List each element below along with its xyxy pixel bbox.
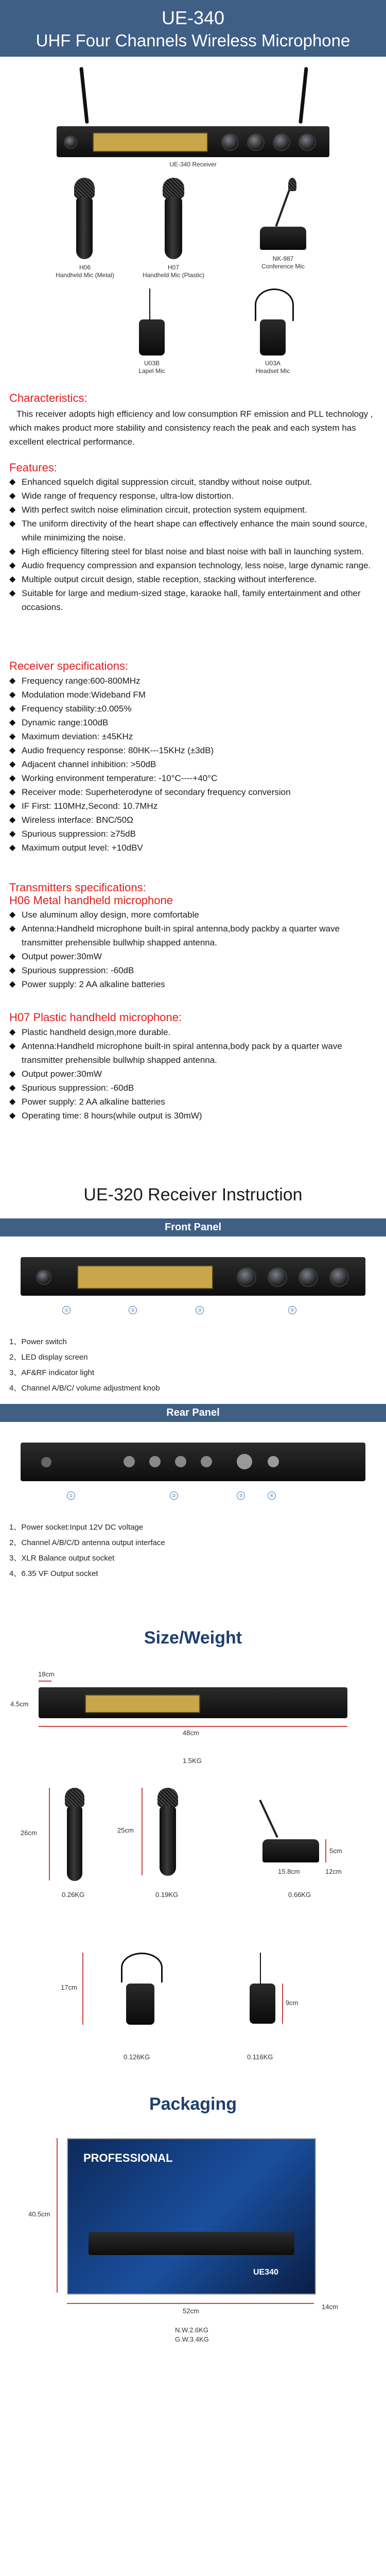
size-mic1-image — [67, 1806, 82, 1881]
volume-knob-a — [221, 133, 239, 151]
characteristics-body: This receiver adopts high efficiency and low consumption RF emission and PLL technology , which makes product more stability and consistency reach the peak and each system has excellent electrical performance. — [9, 409, 373, 447]
transmitter-specs-title: Transmitters specifications: — [9, 881, 146, 894]
spec-item: ◆ Output power:30mW — [9, 1067, 377, 1081]
conference-mic-base — [260, 227, 306, 250]
h06-label: H06 — [79, 264, 91, 271]
front-panel-header — [0, 1218, 386, 1236]
h07-label: H07 — [167, 264, 179, 271]
feature-item: ◆ Wide range of frequency response, ultra-low distortion. — [9, 489, 377, 503]
h07-spec-title: H07 Plastic handheld microphone: — [9, 1011, 182, 1024]
lapel-label: U03B — [144, 360, 160, 367]
receiver-image — [57, 126, 329, 157]
feature-item: ◆ Enhanced squelch digital suppression circuit, standby without noise output. — [9, 475, 377, 489]
size-title: Size/Weight — [144, 1628, 242, 1648]
box-brand: PROFESSIONAL — [83, 2151, 173, 2164]
power-switch — [36, 1269, 51, 1285]
size-headset-pack — [126, 1984, 154, 2025]
power-knob — [64, 135, 77, 149]
h07-desc: Handheld Mic (Plastic) — [142, 272, 205, 279]
conference-desc: Conference Mic — [261, 263, 305, 270]
model-title: UE-340 — [161, 7, 225, 28]
channel-knob — [329, 1267, 349, 1287]
spec-item: ◆ Spurious suppression: -60dB — [9, 963, 377, 977]
channel-knob — [268, 1267, 287, 1287]
spec-item: ◆ Power supply: 2 AA alkaline batteries — [9, 1095, 377, 1109]
spec-item: ◆ Dynamic range:100dB — [9, 716, 377, 730]
front-item: 1、Power switch — [9, 1337, 67, 1346]
spec-item: ◆ Use aluminum alloy design, more comfortable — [9, 908, 377, 922]
feature-item: ◆ The uniform directivity of the heart shape can effectively enhance the main sound source, while minimizing the noise. — [9, 517, 377, 545]
box-model: UE340 — [253, 2268, 278, 2277]
lapel-bodypack-image — [139, 319, 165, 355]
rear-marker-1: ① — [67, 1492, 75, 1500]
lapel-cable — [149, 289, 150, 319]
box-gross-weight: G.W.3.4KG — [175, 2335, 209, 2343]
rear-item: 3、XLR Balance output socket — [9, 1554, 115, 1563]
spec-item: ◆ Plastic handheld design,more durable. — [9, 1025, 377, 1039]
front-item: 2、LED display screen — [9, 1353, 88, 1362]
h06-spec-title: H06 Metal handheld microphone — [9, 894, 173, 907]
spec-item: ◆ Spurious suppression: ≥75dB — [9, 827, 377, 841]
h06-spec-list — [9, 908, 377, 991]
product-subtitle: UHF Four Channels Wireless Microphone — [36, 31, 350, 50]
spec-item: ◆ Output power:30mW — [9, 950, 377, 963]
box-receiver-image — [89, 2232, 294, 2255]
headset-length-line — [82, 1953, 83, 2025]
headset-band — [255, 289, 294, 321]
h07-mic-image — [165, 197, 182, 259]
size-mic2-image — [160, 1806, 176, 1876]
rear-item: 2、Channel A/B/C/D antenna output interface — [9, 1538, 165, 1547]
conference-mic-head — [288, 178, 296, 191]
marker-1: ① — [62, 1306, 71, 1314]
spec-item: ◆ Adjacent channel inhibition: >50dB — [9, 757, 377, 771]
h06-mic-head — [74, 178, 95, 198]
feature-item: ◆ High efficiency filtering steel for blast noise and blast noise with ball in launching system. — [9, 545, 377, 558]
lapel-weight: 0.116KG — [247, 2053, 273, 2061]
packaging-title: Packaging — [149, 2094, 237, 2114]
rack-height: 4.5cm — [10, 1700, 29, 1708]
spec-item: ◆ Audio frequency response: 80HK---15KHz (±3dB) — [9, 743, 377, 757]
front-panel-title: Front Panel — [164, 1222, 221, 1233]
front-item: 4、Channel A/B/C/ volume adjustment knob — [9, 1384, 160, 1393]
spec-item: ◆ Maximum deviation: ±45KHz — [9, 730, 377, 743]
box-width-line — [67, 2303, 314, 2304]
size-rack-screen — [85, 1694, 200, 1713]
headset-desc: Headset Mic — [255, 367, 290, 375]
spec-item: ◆ Maximum output level: +10dBV — [9, 841, 377, 855]
rack-width-line — [39, 1726, 347, 1727]
rack-depth-line — [39, 1681, 51, 1682]
rear-marker-2: ② — [170, 1492, 178, 1500]
antenna-left — [79, 67, 89, 124]
header-banner — [0, 0, 386, 57]
box-width: 52cm — [183, 2307, 199, 2315]
conference-mic-gooseneck — [275, 188, 291, 227]
spec-item: ◆ Spurious suppression: -60dB — [9, 1081, 377, 1095]
antenna-socket — [124, 1456, 135, 1467]
size-conf-base — [262, 1839, 319, 1862]
display-screen — [93, 132, 208, 152]
rear-marker-3: ③ — [237, 1492, 245, 1500]
rear-panel-image — [21, 1443, 365, 1481]
spec-item: ◆ Antenna:Handheld microphone built-in spiral antenna,body pack by a quarter wave transmitter prehensible bullwhip shapped antenna. — [9, 1039, 377, 1067]
volume-knob-b — [247, 133, 265, 151]
rear-item: 1、Power socket:Input 12V DC voltage — [9, 1523, 144, 1532]
conf-height-line — [325, 1839, 326, 1862]
front-item: 3、AF&RF indicator light — [9, 1368, 95, 1377]
h06-desc: Handheld Mic (Metal) — [55, 272, 115, 279]
mic1-length: 26cm — [21, 1829, 37, 1837]
mic2-weight: 0.19KG — [155, 1891, 179, 1899]
spec-item: ◆ Working environment temperature: -10°C----+40°C — [9, 771, 377, 785]
front-panel-list — [9, 1334, 377, 1396]
spec-item: ◆ Operating time: 8 hours(while output is 30mW) — [9, 1109, 377, 1123]
jack-socket — [268, 1456, 279, 1467]
mic1-length-line — [49, 1788, 50, 1880]
box-height: 40.5cm — [28, 2210, 50, 2218]
size-headset-band — [121, 1953, 163, 1982]
features-list — [9, 475, 377, 614]
spec-item: ◆ Power supply: 2 AA alkaline batteries — [9, 977, 377, 991]
front-panel-image — [21, 1257, 365, 1296]
lapel-length: 9cm — [286, 1999, 299, 2007]
spec-item: ◆ Receiver mode: Superheterodyne of secondary frequency conversion — [9, 785, 377, 799]
size-conf-gooseneck — [259, 1800, 278, 1838]
characteristics-title: Characteristics: — [9, 392, 87, 404]
rack-depth: 18cm — [38, 1670, 55, 1678]
size-mic2-head — [157, 1788, 178, 1807]
volume-knob-d — [299, 133, 316, 151]
xlr-socket — [237, 1454, 252, 1469]
conf-width: 15.8cm — [278, 1868, 300, 1875]
headset-bodypack-image — [260, 319, 286, 355]
lapel-desc: Lapel Mic — [138, 367, 165, 375]
feature-item: ◆ Multiple output circuit design, stable reception, stacking without interference. — [9, 572, 377, 586]
receiver-caption: UE-340 Receiver — [169, 161, 217, 168]
rear-item: 4、6.35 VF Output socket — [9, 1569, 98, 1578]
channel-knob — [237, 1267, 256, 1287]
receiver-specs-title: Receiver specifications: — [9, 659, 129, 672]
rack-width: 48cm — [183, 1729, 199, 1737]
package-box-image — [67, 2138, 316, 2295]
size-lapel-cable — [260, 1953, 261, 1984]
box-height-line — [57, 2138, 58, 2293]
lapel-length-line — [282, 1984, 283, 2024]
size-rack-image — [39, 1687, 347, 1718]
box-depth: 14cm — [322, 2303, 338, 2311]
receiver-specs-list — [9, 674, 377, 855]
h07-spec-list — [9, 1025, 377, 1123]
mic2-length-line — [142, 1788, 143, 1875]
rack-weight: 1.5KG — [183, 1757, 202, 1765]
channel-knob — [299, 1267, 318, 1287]
headset-length: 17cm — [61, 1984, 77, 1991]
conf-weight: 0.66KG — [288, 1891, 311, 1899]
spec-item: ◆ Wireless interface: BNC/50Ω — [9, 813, 377, 827]
marker-3: ③ — [196, 1306, 204, 1314]
antenna-socket — [175, 1456, 186, 1467]
rear-marker-4: ④ — [268, 1492, 276, 1500]
marker-4: ④ — [288, 1306, 296, 1314]
headset-weight: 0.126KG — [124, 2053, 150, 2061]
feature-item: ◆ Suitable for large and medium-sized stage, karaoke hall, family entertainment and other occasions. — [9, 586, 377, 614]
h06-mic-image — [76, 197, 93, 259]
power-socket — [41, 1457, 51, 1467]
antenna-socket — [149, 1456, 161, 1467]
features-title: Features: — [9, 461, 57, 474]
conference-label: NK-987 — [272, 255, 294, 262]
rear-panel-title: Rear Panel — [166, 1407, 220, 1418]
instruction-title: UE-320 Receiver Instruction — [83, 1185, 303, 1205]
mic1-weight: 0.26KG — [62, 1891, 85, 1899]
spec-item: ◆ Frequency range:600-800MHz — [9, 674, 377, 688]
feature-item: ◆ Audio frequency compression and expansion technology, less noise, large dynamic range. — [9, 558, 377, 572]
volume-knob-c — [273, 133, 290, 151]
spec-item: ◆ IF First: 110MHz,Second: 10.7MHz — [9, 799, 377, 813]
feature-item: ◆ With perfect switch noise elimination circuit, protection system equipment. — [9, 503, 377, 517]
size-mic1-head — [65, 1788, 84, 1807]
headset-label: U03A — [265, 360, 281, 367]
spec-item: ◆ Frequency stability:±0.005% — [9, 702, 377, 716]
spec-item: ◆ Modulation mode:Wideband FM — [9, 688, 377, 702]
h07-mic-head — [163, 178, 184, 198]
led-display — [77, 1265, 213, 1289]
mic2-length: 25cm — [117, 1826, 134, 1834]
conf-height: 5cm — [329, 1847, 342, 1855]
conf-depth: 12cm — [325, 1868, 342, 1875]
marker-2: ② — [129, 1306, 137, 1314]
rear-panel-header — [0, 1404, 386, 1422]
size-lapel-pack — [250, 1984, 275, 2024]
antenna-right — [299, 67, 308, 124]
box-net-weight: N.W.2.6KG — [175, 2326, 209, 2334]
rear-panel-list — [9, 1520, 377, 1582]
antenna-socket — [201, 1456, 212, 1467]
spec-item: ◆ Antenna:Handheld microphone built-in spiral antenna,body packby a quarter wave transmitter prehensible bullwhip shapped antenna. — [9, 922, 377, 950]
